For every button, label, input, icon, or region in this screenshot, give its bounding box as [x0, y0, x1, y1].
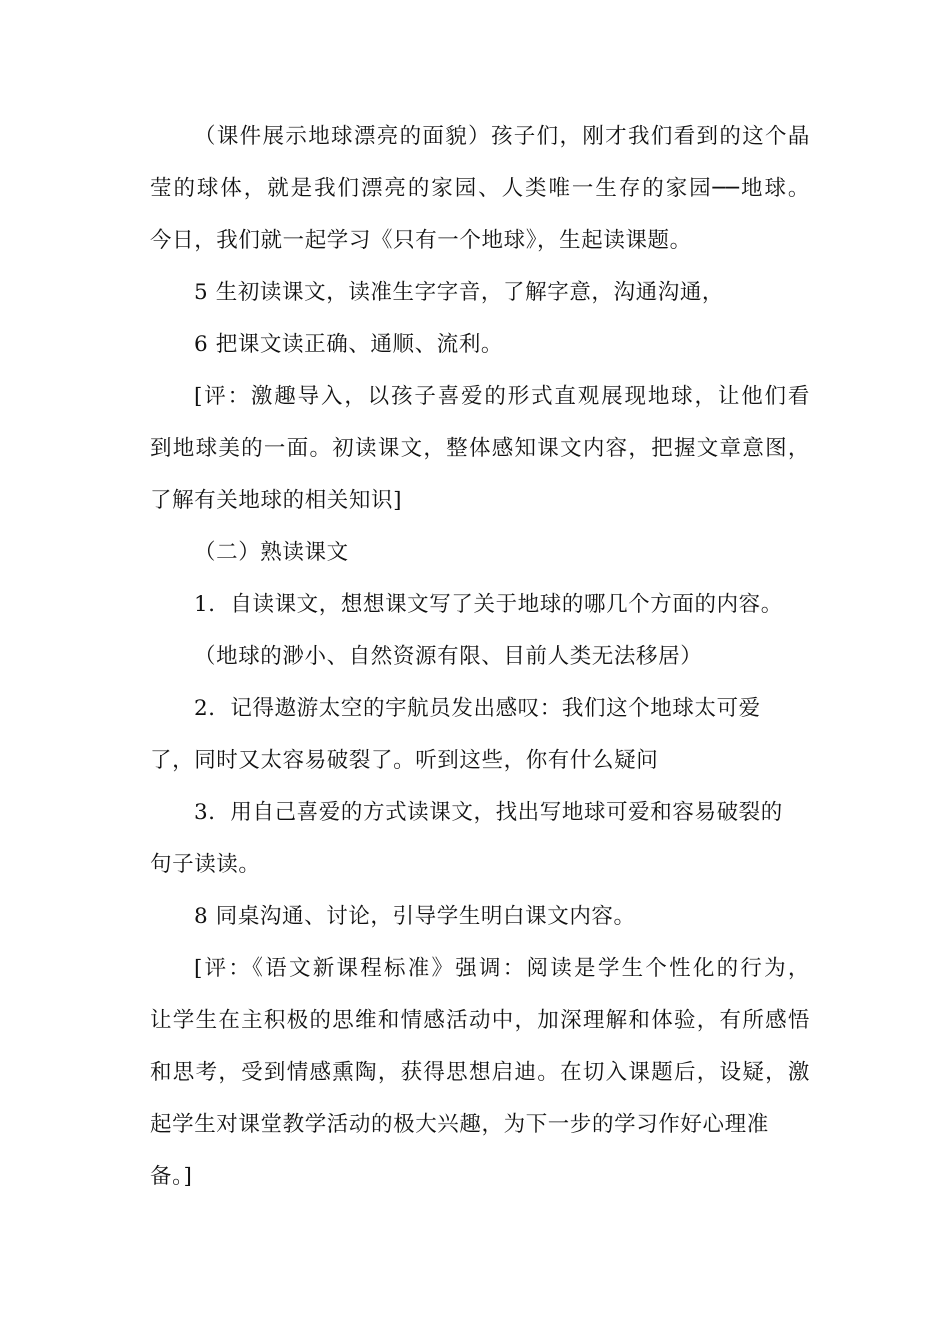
item-1-line: 1．自读课文，想想课文写了关于地球的哪几个方面的内容。 [194, 592, 783, 617]
step-5-line: 5 生初读课文，读准生字字音，了解字意，沟通沟通， [194, 280, 725, 305]
comment-2-line-2: 让学生在主积极的思维和情感活动中，加深理解和体验，有所感悟 [150, 1008, 810, 1033]
step-8-line: 8 同桌沟通、讨论，引导学生明白课文内容。 [194, 904, 636, 929]
item-3-line-1: 3．用自己喜爱的方式读课文，找出写地球可爱和容易破裂的 [194, 800, 783, 825]
step-6-line: 6 把课文读正确、通顺、流利。 [194, 332, 504, 357]
comment-2-line-3: 和思考，受到情感熏陶，获得思想启迪。在切入课题后，设疑，激 [150, 1060, 810, 1085]
item-2-line-1: 2．记得遨游太空的宇航员发出感叹：我们这个地球太可爱 [194, 696, 761, 721]
comment-2-line-4: 起学生对课堂教学活动的极大兴趣，为下一步的学习作好心理准 [150, 1112, 769, 1137]
comment-1-line-3: 了解有关地球的相关知识] [150, 488, 403, 513]
paragraph-1-line-1: （课件展示地球漂亮的面貌）孩子们，刚才我们看到的这个晶 [194, 124, 810, 149]
item-1-answer-line: （地球的渺小、自然资源有限、目前人类无法移居） [194, 644, 703, 669]
item-3-line-2: 句子读读。 [150, 852, 261, 877]
paragraph-1-line-2: 莹的球体，就是我们漂亮的家园、人类唯一生存的家园──地球。 [150, 176, 810, 201]
section-heading: （二）熟读课文 [194, 540, 349, 565]
item-2-line-2: 了，同时又太容易破裂了。听到这些，你有什么疑问 [150, 748, 659, 773]
comment-2-line-5: 备。] [150, 1164, 193, 1189]
comment-1-line-1: [评：激趣导入，以孩子喜爱的形式直观展现地球，让他们看 [194, 384, 810, 409]
paragraph-1-line-3: 今日，我们就一起学习《只有一个地球》，生起读课题。 [150, 228, 692, 253]
comment-1-line-2: 到地球美的一面。初读课文，整体感知课文内容，把握文章意图， [150, 436, 810, 461]
comment-2-line-1: [评：《语文新课程标准》强调：阅读是学生个性化的行为， [194, 956, 810, 981]
